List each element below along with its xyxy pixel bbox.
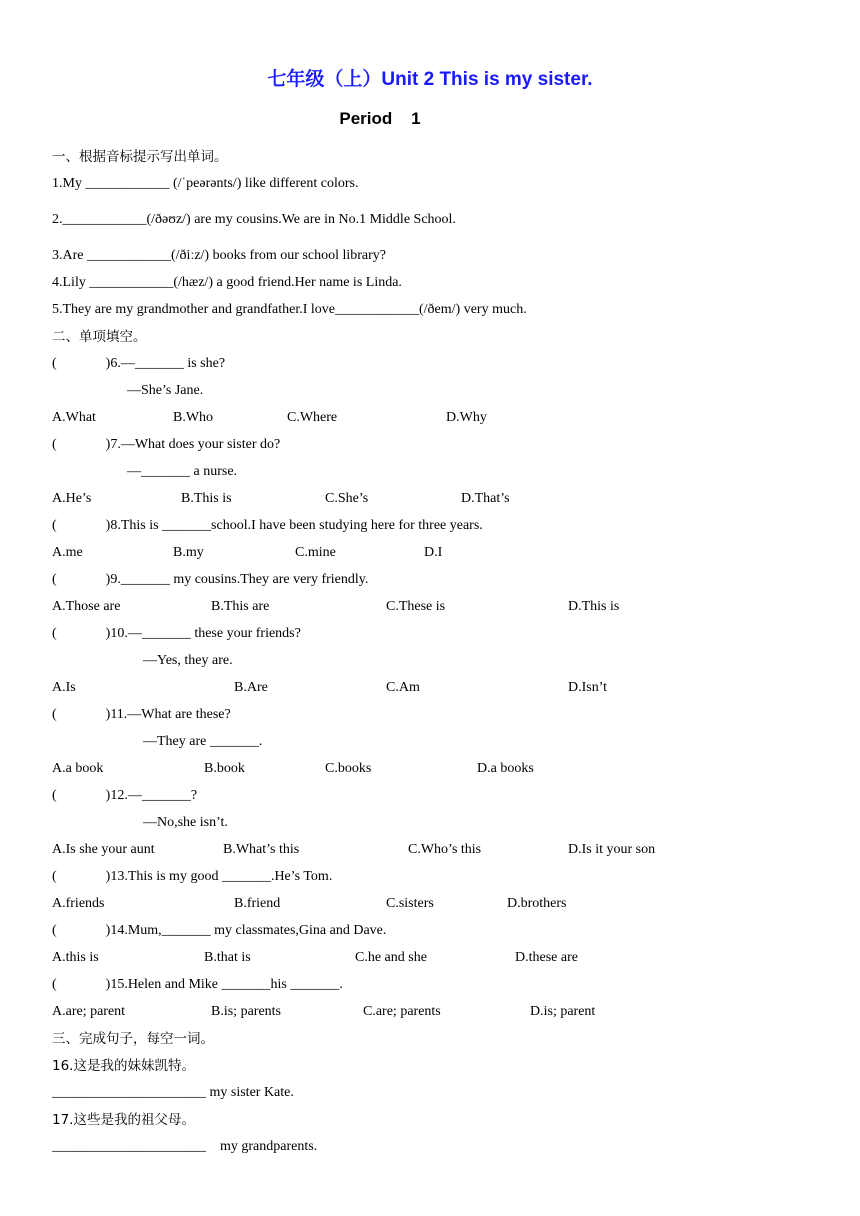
q11-option-d: D.a books — [477, 761, 534, 776]
q12-option-a: A.Is she your aunt — [52, 842, 155, 857]
q7-option-d: D.That’s — [461, 491, 510, 506]
q12-option-b: B.What’s this — [223, 842, 300, 857]
q8-option-d: D.I — [424, 545, 443, 560]
q15-option-d: D.is; parent — [530, 1004, 596, 1019]
q12-option-d: D.Is it your son — [568, 842, 656, 857]
section-1-header: 一、根据音标提示写出单词。 — [52, 149, 228, 165]
q6-option-b: B.Who — [173, 410, 214, 425]
q12-option-c: C.Who’s this — [408, 842, 482, 857]
q6-option-a: A.What — [52, 410, 96, 425]
q6-option-c: C.Where — [287, 410, 338, 425]
question-13-stem: ( )13.This is my good _______.He’s Tom. — [52, 869, 333, 884]
question-4: 4.Lily ____________(/hæz/) a good friend.Her name is Linda. — [52, 275, 402, 290]
q9-option-c: C.These is — [386, 599, 446, 614]
question-16-chinese: 16.这是我的妹妹凯特。 — [52, 1058, 195, 1074]
period-label: Period 1 — [339, 109, 421, 128]
q10-option-a: A.Is — [52, 680, 76, 695]
question-12-stem: ( )12.—_______? — [52, 788, 198, 803]
q11-option-c: C.books — [325, 761, 372, 776]
q15-option-c: C.are; parents — [363, 1004, 441, 1019]
q14-option-c: C.he and she — [355, 950, 427, 965]
question-6-reply: —She’s Jane. — [127, 383, 204, 398]
question-6-stem: ( )6.—_______ is she? — [52, 356, 226, 371]
question-16-english: ______________________ my sister Kate. — [52, 1085, 294, 1100]
question-10-stem: ( )10.—_______ these your friends? — [52, 626, 301, 641]
q15-option-a: A.are; parent — [52, 1004, 126, 1019]
q13-option-c: C.sisters — [386, 896, 434, 911]
question-11-stem: ( )11.—What are these? — [52, 707, 231, 722]
question-7-stem: ( )7.—What does your sister do? — [52, 437, 281, 452]
section-2-header: 二、单项填空。 — [52, 329, 147, 345]
q14-option-d: D.these are — [515, 950, 578, 965]
q9-option-a: A.Those are — [52, 599, 121, 614]
q13-option-d: D.brothers — [507, 896, 567, 911]
q15-option-b: B.is; parents — [211, 1004, 281, 1019]
q10-option-c: C.Am — [386, 680, 420, 695]
q9-option-b: B.This are — [211, 599, 270, 614]
section-3-header: 三、完成句子，每空一词。 — [52, 1031, 214, 1047]
q10-option-b: B.Are — [234, 680, 268, 695]
q14-option-a: A.this is — [52, 950, 99, 965]
question-17-english: ______________________ my grandparents. — [52, 1139, 318, 1154]
question-10-reply: —Yes, they are. — [143, 653, 233, 668]
question-14-stem: ( )14.Mum,_______ my classmates,Gina and Dave. — [52, 923, 387, 938]
q7-option-c: C.She’s — [325, 491, 369, 506]
q6-option-d: D.Why — [446, 410, 487, 425]
q7-option-a: A.He’s — [52, 491, 92, 506]
question-15-stem: ( )15.Helen and Mike _______his _______. — [52, 977, 343, 992]
q13-option-b: B.friend — [234, 896, 281, 911]
question-3: 3.Are ____________(/ðiːz/) books from our school library? — [52, 248, 386, 263]
q14-option-b: B.that is — [204, 950, 251, 965]
question-2: 2.____________(/ðəʊz/) are my cousins.We are in No.1 Middle School. — [52, 212, 456, 227]
q11-option-b: B.book — [204, 761, 245, 776]
q8-option-a: A.me — [52, 545, 83, 560]
question-1: 1.My ____________ (/ˈpeərənts/) like different colors. — [52, 176, 359, 191]
question-5: 5.They are my grandmother and grandfather.I love____________(/ðem/) very much. — [52, 302, 527, 317]
q13-option-a: A.friends — [52, 896, 105, 911]
q9-option-d: D.This is — [568, 599, 620, 614]
q11-option-a: A.a book — [52, 761, 104, 776]
page-title: 七年级（上）Unit 2 This is my sister. — [267, 69, 593, 90]
q10-option-d: D.Isn’t — [568, 680, 608, 695]
question-12-reply: —No,she isn’t. — [143, 815, 228, 830]
question-17-chinese: 17.这些是我的祖父母。 — [52, 1112, 195, 1128]
question-11-reply: —They are _______. — [143, 734, 263, 749]
question-8-stem: ( )8.This is _______school.I have been studying here for three years. — [52, 518, 483, 533]
q8-option-c: C.mine — [295, 545, 336, 560]
question-7-reply: —_______ a nurse. — [127, 464, 238, 479]
q7-option-b: B.This is — [181, 491, 232, 506]
q8-option-b: B.my — [173, 545, 204, 560]
question-9-stem: ( )9._______ my cousins.They are very friendly. — [52, 572, 369, 587]
